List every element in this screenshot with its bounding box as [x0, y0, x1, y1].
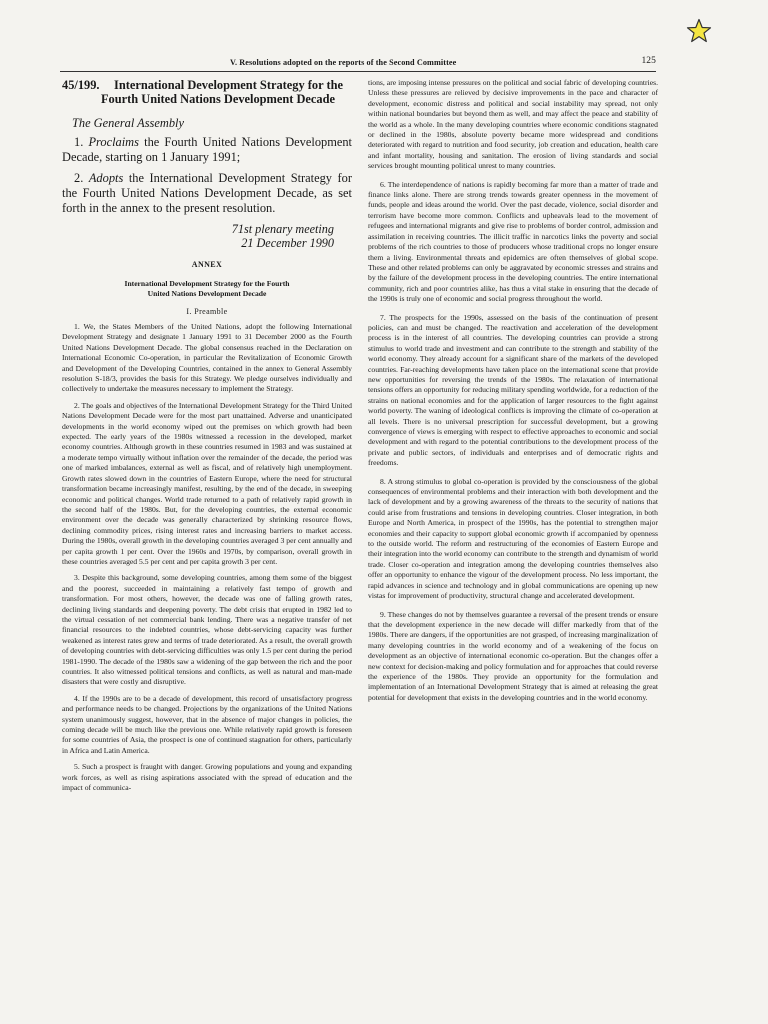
resolution-number: 45/199.: [62, 78, 100, 92]
left-column: [62, 78, 352, 799]
op1-number: 1.: [74, 135, 84, 149]
annex-label: ANNEX: [191, 260, 223, 269]
resolution-title-line2: Fourth United Nations Development Decade: [100, 92, 336, 106]
resolution-title-line1: International Development Strategy for the: [114, 78, 343, 92]
paragraph-5-start: 5. Such a prospect is fraught with danger. Growing populations and young and expanding work forces, as well as rising aspirations associated with the spread of education and the impact of communica-: [62, 762, 352, 793]
resolution-heading: [62, 78, 352, 106]
op2-text: the International Development Strategy for the Fourth United Nations Development Decade, as set forth in the annex to the present resolution.: [62, 171, 352, 215]
page-number: 125: [641, 56, 656, 66]
paragraph-8: 8. A strong stimulus to global co-operation is provided by the consciousness of the global consequences of environmental problems and their interaction with both development and the lack of development and by a growing awareness of the threats to the security of nations that could arise from frustrations and tensions in developing countries. Closer integration, in both Europe and North America, in prospect of the 1990s, has the potential to strengthen major economies and their capacity to support global economic growth if accompanied by openness to the outside world. The reform and restructuring of the economies of Eastern Europe and their integration into the world economy can contribute to the strength and dynamism of world trade. Closer co-operation and integration among the developing countries themselves also offer an opportunity to enhance the vigour of the development process. No less important, the rapid advances in science and technology and in global communications are opening up new vistas for improvement of productivity, structural change and accelerated development.: [368, 476, 658, 601]
paragraph-6: 6. The interdependence of nations is rapidly becoming far more than a matter of trade and finance links alone. There are strong trends towards greater openness in the movement of funds, people and ideas around the world. Over the past decade, violence, social disorder and terrorism have become more common. Conflicts and upheavals lead to the movement of refugees and international migrants and give rise to problems of border control, admission and assimilation in receiving countries. The illicit traffic in narcotics links the poverty and social problems of the rich countries to those of producers whose traditional crops no longer ensure them a living. Environmental threats and epidemics are often themselves of global scope. These and other related problems can only be aggravated by economic stresses and strains and by the failure of the development process in the developing countries. The entire international community, rich and poor countries alike, has thus a vital stake in ensuring that the decade of the 1990s is truly one of economic and social progress throughout the world.: [368, 179, 658, 304]
operative-paragraph-1: [62, 135, 352, 165]
op2-number: 2.: [74, 171, 84, 185]
paragraph-7: 7. The prospects for the 1990s, assessed on the basis of the continuation of present policies, can and must be changed. The reactivation and acceleration of the development process is in the interest of all countries. The developing countries can provide a strong stimulus to world trade and investment and can contribute to the strength and stability of the world economy. They already account for a significant share of the markets of the developed countries. Far-reaching developments have taken place on the international scene that provide new opportunities for reversing the trends of the 1980s. The relaxation of international tensions offers an opportunity for reducing military spending worldwide, for a reduction of the strains on national economies and for the application of larger resources to the fight against world poverty. The waning of ideological conflicts is improving the climate of co-operation at all levels. There is no universal prescription for successful development, but a growing convergence of views is emerging with respect to effective approaches to economic and social development and with regard to the potential contributions to the development process of the private and public sectors, of individuals and enterprises and of democratic rights and freedoms.: [368, 312, 658, 468]
running-header: [60, 54, 656, 70]
operative-paragraph-2: [62, 171, 352, 216]
op2-verb: Adopts: [88, 171, 124, 185]
paragraph-9: 9. These changes do not by themselves guarantee a reversal of the present trends or ensure that the development experience in the new decade will differ markedly from that of the 1980s. There are dangers, if the opportunities are not grasped, of increasing marginalization of many developing countries in the world economy and of a weakening of the focus on development as an objective of international economic co-operation. But the changes offer a new context for decision-making and policy formulation and for approaches that could reverse the experience of the 1980s. They provide an opportunity for the formulation and implementation of an International Development Strategy that is aimed at releasing the great potential for development that exists in the developing countries and in the world economy.: [368, 609, 658, 702]
general-assembly-label: The General Assembly: [72, 116, 184, 130]
paragraph-2: 2. The goals and objectives of the International Development Strategy for the Third United Nations Development Decade were for the most part unattained. Adverse and unanticipated developments in the world economy wiped out the premises on which growth had been expected. The early years of the 1980s witnessed a recession in the developed, market economy countries. Although growth in these countries resumed in 1983 and was sustained at a moderate tempo virtually without inflation over the remainder of the decade, the period was one of marked imbalances, external as well as fiscal, and of relatively high unemployment. Growth rates slowed down in the countries of Eastern Europe, where the need for structural transformation became increasingly manifest, resulting, by the end of the decade, in sweeping economic and political changes. World trade returned to a path of relatively rapid growth in the second half of the 1980s. But, for the developing countries, the external economic environment over the decade was generally characterized by shrinking resource flows, declining commodity prices, rising interest rates and increasing barriers to market access. During the 1980s, overall growth in the developing countries averaged 3 per cent annually and per capita growth 1 per cent. Over the 1960s and 1970s, by comparison, overall growth in these countries averaged 5.5 per cent and per capita growth 3 per cent.: [62, 400, 352, 566]
paragraph-1: 1. We, the States Members of the United Nations, adopt the following International Development Strategy and designate 1 January 1991 to 31 December 2000 as the Fourth United Nations Development Decade. The global consensus reached in the Declaration on International Economic Co-operation, in particular the Revitalization of Economic Growth and Development of the Developing Countries, contained in the annex to General Assembly resolution S-18/3, provides the basis for this Strategy. We pledge ourselves individually and collectively to undertake the measures necessary to implement the Strategy.: [62, 322, 352, 394]
paragraph-5-continued: tions, are imposing intense pressures on the political and social fabric of developing countries. Unless these pressures are relieved by decisive improvements in the pace and character of development, economic distress and political and social instability may spread, not only within national boundaries but beyond them as well, and may affect the peace and stability of the world as a whole. In the many developing countries where economic conditions stagnated or declined in the 1980s, absolute poverty became more widespread and conditions deteriorated with regard to nutrition and food security, job creation and education, health care and infant mortality, housing and sanitation. The erosion of living standards and social services brought mounting political unrest to many countries.: [368, 78, 658, 171]
op1-text: the Fourth United Nations Development Decade, starting on 1 January 1991;: [62, 135, 352, 164]
header-rule: [60, 71, 656, 72]
paragraph-3: 3. Despite this background, some developing countries, among them some of the biggest and the poorest, succeeded in maintaining a relatively fast tempo of growth and transformation. For most others, however, the decade was one of falling growth rates, declining living standards and deepening poverty. The debt crisis that erupted in 1982 led to the virtual cessation of net commercial bank lending. There was a negative transfer of net financial resources to the indebted countries, whose debt-servicing capacity was further weakened as interest rates grew and terms of trade deteriorated. As a result, the overall growth of developing countries with debt-servicing difficulties was only 1.5 per cent during the period 1981-1990. The decade of the 1980s saw a widening of the gap between the rich and the poor countries. It also witnessed political tensions and conflicts, as well as natural and man-made disasters that were costly and disruptive.: [62, 573, 352, 687]
paragraph-4: 4. If the 1990s are to be a decade of development, this record of unsatisfactory progress and performance needs to be changed. Projections by the organizations of the United Nations system unanimously suggest, however, that in the absence of major changes in policies, the coming decade will be much like the previous one. While relatively rapid growth is foreseen for some countries of Asia, the prospect is one of continued stagnation for others, particularly in Africa and Latin America.: [62, 693, 352, 755]
section-heading-preamble: I. Preamble: [186, 307, 228, 316]
meeting-line2: 21 December 1990: [241, 236, 334, 250]
right-column: [368, 78, 658, 711]
annex-title: [62, 279, 352, 299]
annex-title-line1: International Development Strategy for the Fourth: [124, 279, 290, 288]
op1-verb: Proclaims: [88, 135, 139, 149]
annex-title-line2: United Nations Development Decade: [147, 289, 267, 298]
star-icon: [686, 18, 712, 44]
meeting-line1: 71st plenary meeting: [231, 222, 334, 236]
running-title: V. Resolutions adopted on the reports of the Second Committee: [230, 58, 457, 67]
meeting-info: [62, 222, 334, 250]
